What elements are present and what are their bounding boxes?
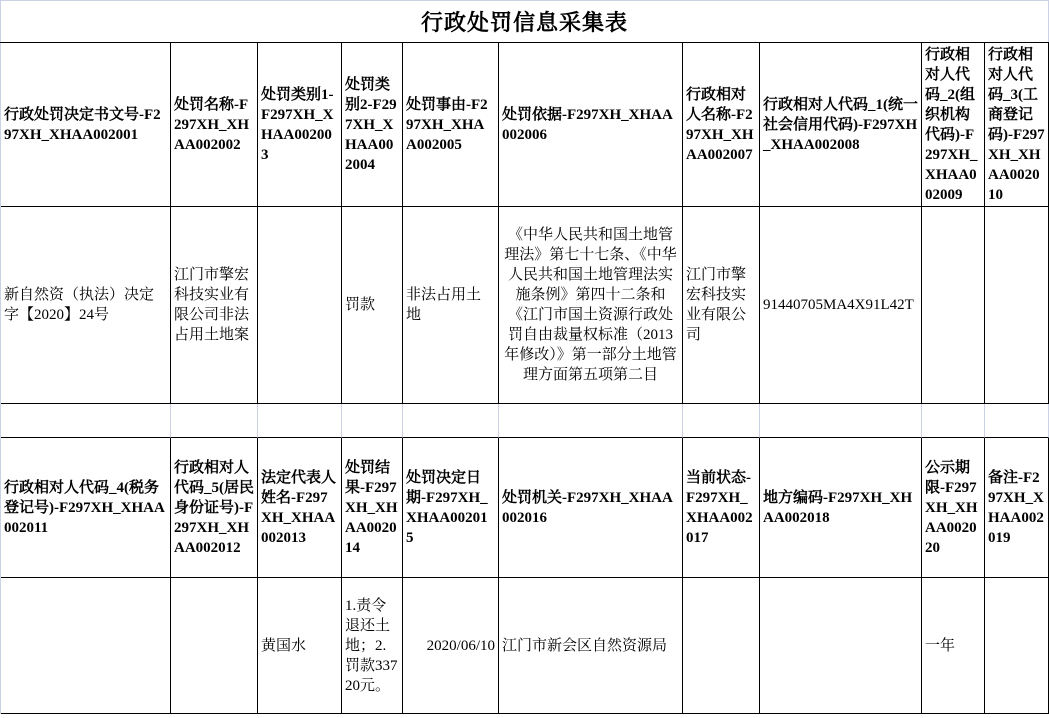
- separator-row: [0, 404, 1049, 438]
- header-counterpart-code-3-business: 行政相对人代码_3(工商登记码)-F297XH_XHAA002010: [985, 43, 1049, 207]
- separator-cell: [171, 404, 258, 438]
- separator-cell: [342, 404, 403, 438]
- separator-cell: [499, 404, 683, 438]
- cell-penalty-doc-number: 新自然资（执法）决定字【2020】24号: [1, 207, 171, 404]
- cell-counterpart-code-3-business: [985, 207, 1049, 404]
- header-penalty-name: 处罚名称-F297XH_XHAA002002: [171, 43, 258, 207]
- cell-penalty-result: 1.责令退还土地；2.罚款33720元。: [342, 578, 403, 714]
- header-penalty-doc-number: 行政处罚决定书文号-F297XH_XHAA002001: [1, 43, 171, 207]
- header-publicity-period: 公示期限-F297XH_XHAA002020: [922, 438, 985, 578]
- data-row-1: [0, 207, 1049, 404]
- cell-publicity-period: 一年: [922, 578, 985, 714]
- cell-local-code: [760, 578, 922, 714]
- header-local-code: 地方编码-F297XH_XHAA002018: [760, 438, 922, 578]
- penalty-table: [0, 42, 1049, 714]
- header-penalty-decision-date: 处罚决定日期-F297XH_XHAA002015: [403, 438, 499, 578]
- header-counterpart-code-5-id: 行政相对人代码_5(居民身份证号)-F297XH_XHAA002012: [171, 438, 258, 578]
- separator-cell: [403, 404, 499, 438]
- cell-penalty-authority: 江门市新会区自然资源局: [499, 578, 683, 714]
- cell-counterpart-code-4-tax: [1, 578, 171, 714]
- cell-counterpart-code-2-org: [922, 207, 985, 404]
- cell-counterpart-name: 江门市擎宏科技实业有限公司: [683, 207, 760, 404]
- header-penalty-type-2: 处罚类别2-F297XH_XHAA002004: [342, 43, 403, 207]
- header-penalty-authority: 处罚机关-F297XH_XHAA002016: [499, 438, 683, 578]
- header-row-2: [0, 438, 1049, 578]
- header-current-status: 当前状态-F297XH_XHAA002017: [683, 438, 760, 578]
- header-row-1: [0, 43, 1049, 207]
- separator-cell: [683, 404, 760, 438]
- separator-cell: [922, 404, 985, 438]
- header-penalty-result: 处罚结果-F297XH_XHAA002014: [342, 438, 403, 578]
- separator-cell: [760, 404, 922, 438]
- separator-cell: [985, 404, 1049, 438]
- separator-cell: [1, 404, 171, 438]
- header-counterpart-code-1-uscc: 行政相对人代码_1(统一社会信用代码)-F297XH_XHAA002008: [760, 43, 922, 207]
- cell-penalty-type-2: 罚款: [342, 207, 403, 404]
- cell-remarks: [985, 578, 1049, 714]
- cell-penalty-basis: 《中华人民共和国土地管理法》第七十七条、《中华人民共和国土地管理法实施条例》第四十二条和《江门市国土资源行政处罚自由裁量权标准（2013年修改）》第一部分土地管理方面第五项第二目: [499, 207, 683, 404]
- separator-cell: [258, 404, 342, 438]
- header-penalty-reason: 处罚事由-F297XH_XHAA002005: [403, 43, 499, 207]
- header-counterpart-code-2-org: 行政相对人代码_2(组织机构代码)-F297XH_XHAA002009: [922, 43, 985, 207]
- header-counterpart-code-4-tax: 行政相对人代码_4(税务登记号)-F297XH_XHAA002011: [1, 438, 171, 578]
- cell-penalty-decision-date: 2020/06/10: [403, 578, 499, 714]
- cell-current-status: [683, 578, 760, 714]
- page-title: 行政处罚信息采集表: [0, 1, 1049, 42]
- cell-counterpart-code-5-id: [171, 578, 258, 714]
- header-penalty-basis: 处罚依据-F297XH_XHAA002006: [499, 43, 683, 207]
- header-counterpart-name: 行政相对人名称-F297XH_XHAA002007: [683, 43, 760, 207]
- data-row-2: [0, 578, 1049, 714]
- header-penalty-type-1: 处罚类别1-F297XH_XHAA002003: [258, 43, 342, 207]
- header-remarks: 备注-F297XH_XHAA002019: [985, 438, 1049, 578]
- cell-penalty-reason: 非法占用土地: [403, 207, 499, 404]
- cell-legal-representative: 黄国水: [258, 578, 342, 714]
- cell-penalty-type-1: [258, 207, 342, 404]
- cell-penalty-name: 江门市擎宏科技实业有限公司非法占用土地案: [171, 207, 258, 404]
- header-legal-representative: 法定代表人姓名-F297XH_XHAA002013: [258, 438, 342, 578]
- cell-counterpart-code-1-uscc: 91440705MA4X91L42T: [760, 207, 922, 404]
